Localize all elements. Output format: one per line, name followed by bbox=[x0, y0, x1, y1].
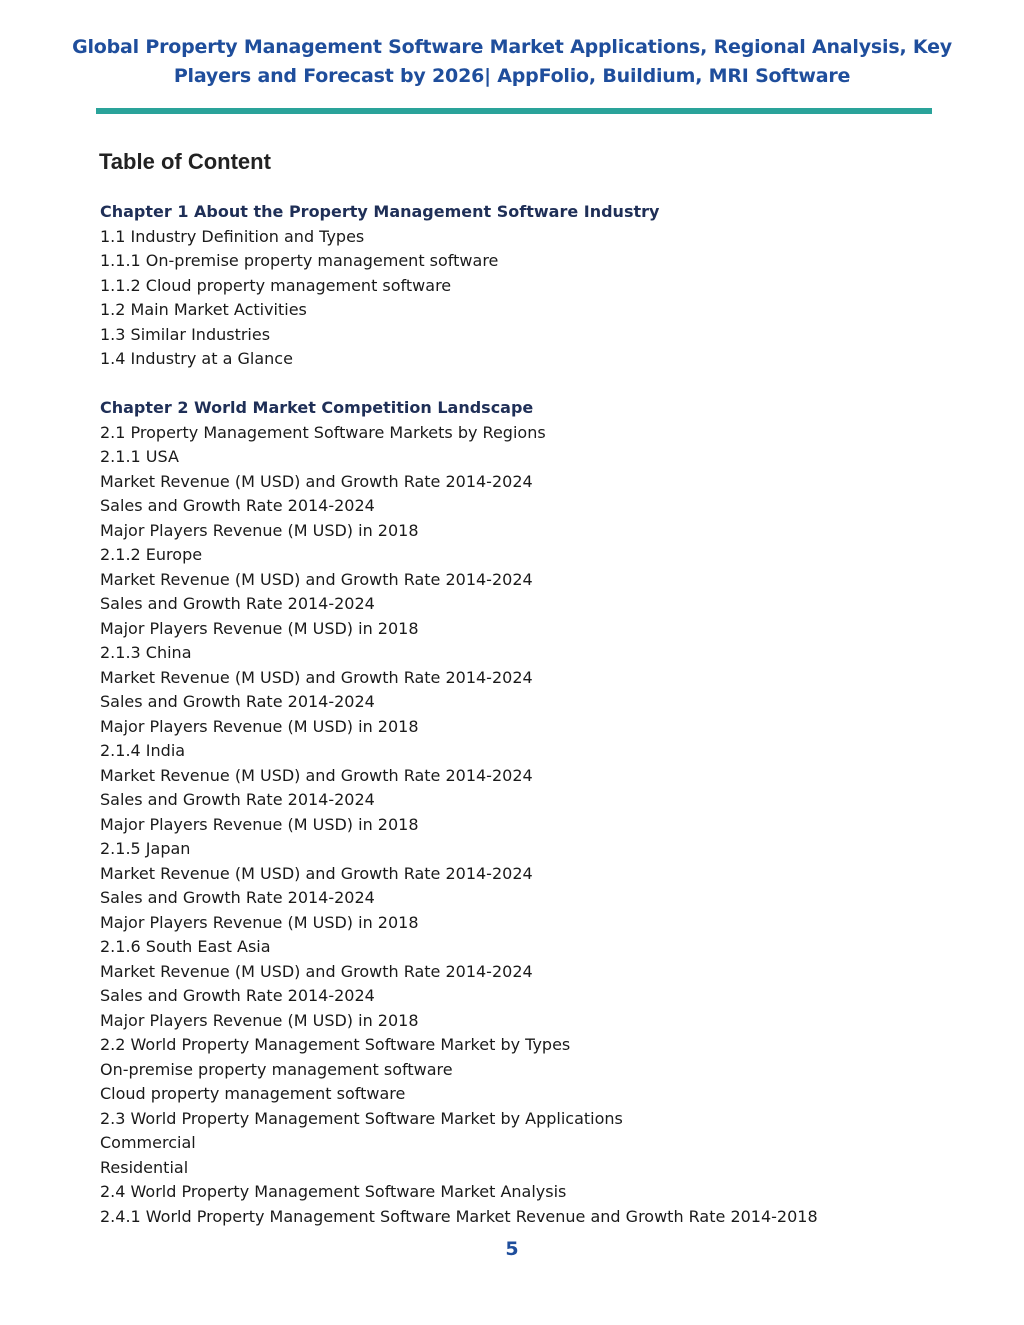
toc-entry: 1.1 Industry Definition and Types bbox=[100, 226, 365, 246]
toc-entry: Market Revenue (M USD) and Growth Rate 2014-2024 bbox=[100, 667, 533, 687]
toc-entry: 2.4 World Property Management Software Market Analysis bbox=[100, 1182, 567, 1201]
toc-entry: 2.1.3 China bbox=[100, 643, 192, 662]
toc-entry: 2.1.6 South East Asia bbox=[100, 937, 271, 956]
toc-entry: 2.1.4 India bbox=[100, 741, 186, 760]
toc-entry: 2.3 World Property Management Software Market by Applications bbox=[100, 1108, 623, 1128]
toc-entry: Major Players Revenue (M USD) in 2018 bbox=[100, 814, 419, 834]
section-spacer bbox=[100, 372, 960, 397]
header-title-line-1: Global Property Management Software Market Applications, Regional Analysis, Key bbox=[72, 36, 952, 58]
toc-entry: 2.2 World Property Management Software Market by Types bbox=[100, 1035, 571, 1054]
toc-entry: 1.1.2 Cloud property management software bbox=[100, 275, 452, 295]
toc-entry: Major Players Revenue (M USD) in 2018 bbox=[100, 618, 419, 638]
page-number: 5 bbox=[505, 1238, 519, 1260]
header-title-line-2: Players and Forecast by 2026| AppFolio, Buildium, MRI Software bbox=[173, 65, 851, 87]
document-header bbox=[60, 33, 964, 91]
toc-entry: Sales and Growth Rate 2014-2024 bbox=[100, 986, 375, 1005]
toc-entry: Sales and Growth Rate 2014-2024 bbox=[100, 594, 375, 613]
toc-entry: Market Revenue (M USD) and Growth Rate 2014-2024 bbox=[100, 961, 533, 981]
toc-entry: Major Players Revenue (M USD) in 2018 bbox=[100, 716, 419, 736]
header-divider bbox=[96, 108, 932, 114]
toc-entry: Sales and Growth Rate 2014-2024 bbox=[100, 790, 375, 809]
toc-entry: Market Revenue (M USD) and Growth Rate 2014-2024 bbox=[100, 569, 533, 589]
toc-entry: Major Players Revenue (M USD) in 2018 bbox=[100, 912, 419, 932]
toc-entry: 2.1.5 Japan bbox=[100, 839, 191, 858]
toc-entry: 1.4 Industry at a Glance bbox=[100, 349, 293, 368]
toc-entry: On-premise property management software bbox=[100, 1059, 453, 1079]
table-of-contents bbox=[100, 200, 960, 1229]
chapter-2-heading: Chapter 2 World Market Competition Landscape bbox=[100, 398, 534, 417]
toc-entry: 1.3 Similar Industries bbox=[100, 324, 271, 344]
toc-entry: Cloud property management software bbox=[100, 1084, 406, 1103]
toc-entry: Market Revenue (M USD) and Growth Rate 2014-2024 bbox=[100, 471, 533, 491]
toc-title: Table of Content bbox=[99, 149, 271, 174]
toc-entry: 2.1.2 Europe bbox=[100, 545, 203, 564]
toc-entry: Market Revenue (M USD) and Growth Rate 2014-2024 bbox=[100, 765, 533, 785]
toc-entry: 1.1.1 On-premise property management software bbox=[100, 251, 499, 270]
toc-entry: 2.4.1 World Property Management Software Market Revenue and Growth Rate 2014-2018 bbox=[100, 1206, 818, 1226]
toc-entry: 2.1.1 USA bbox=[100, 447, 179, 466]
toc-entry: Sales and Growth Rate 2014-2024 bbox=[100, 888, 375, 907]
toc-entry: 1.2 Main Market Activities bbox=[100, 300, 307, 319]
toc-entry: Sales and Growth Rate 2014-2024 bbox=[100, 496, 375, 515]
toc-entry: 2.1 Property Management Software Markets by Regions bbox=[100, 422, 546, 442]
chapter-1-heading: Chapter 1 About the Property Management Software Industry bbox=[100, 202, 660, 221]
toc-entry: Commercial bbox=[100, 1133, 196, 1152]
toc-entry: Market Revenue (M USD) and Growth Rate 2014-2024 bbox=[100, 863, 533, 883]
toc-entry: Residential bbox=[100, 1157, 189, 1177]
toc-entry: Major Players Revenue (M USD) in 2018 bbox=[100, 520, 419, 540]
toc-entry: Major Players Revenue (M USD) in 2018 bbox=[100, 1010, 419, 1030]
toc-entry: Sales and Growth Rate 2014-2024 bbox=[100, 692, 375, 711]
